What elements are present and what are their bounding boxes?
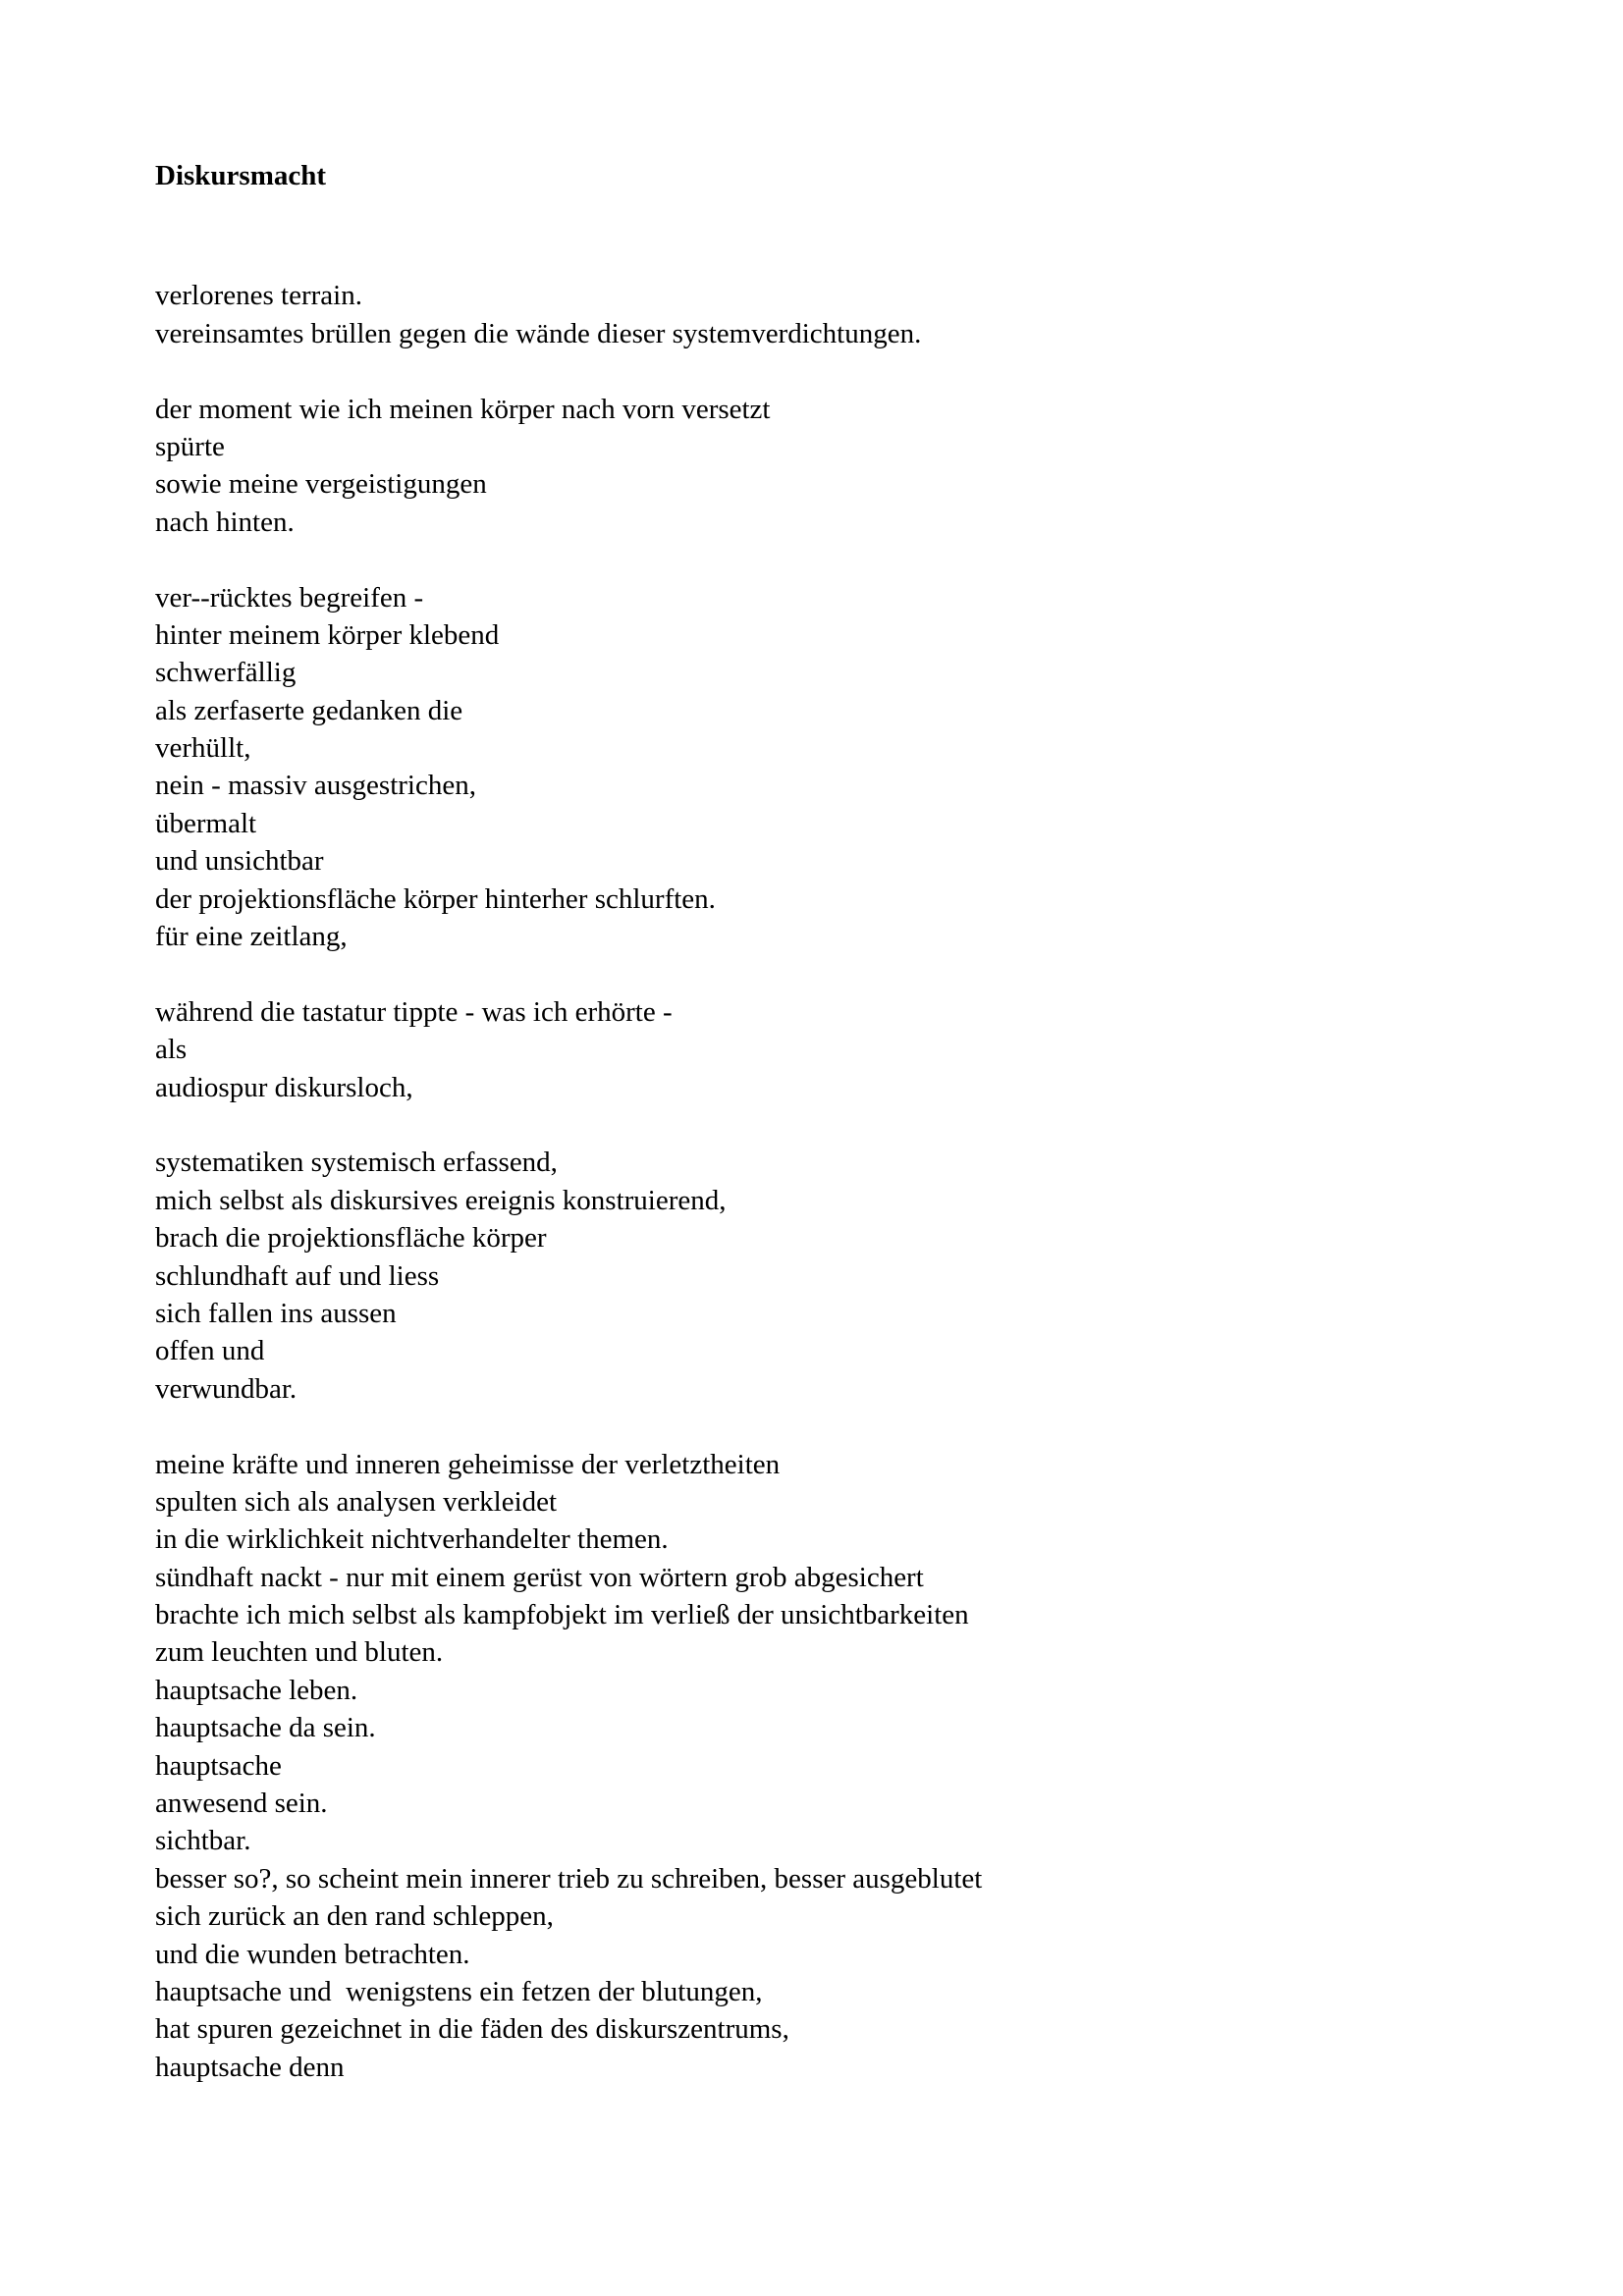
poem-line: sündhaft nackt - nur mit einem gerüst von wörtern grob abgesichert: [155, 1561, 924, 1593]
poem-line: übermalt: [155, 807, 257, 839]
poem-body: [155, 157, 1432, 2086]
poem-line: audiospur diskursloch,: [155, 1071, 413, 1103]
poem-line: mich selbst als diskursives ereignis konstruierend,: [155, 1184, 727, 1216]
stanza-spacer: [155, 352, 1432, 390]
poem-line: als: [155, 1034, 188, 1066]
poem-line: und die wunden betrachten.: [155, 1938, 470, 1970]
poem-line: offen und: [155, 1335, 265, 1367]
poem-line: für eine zeitlang,: [155, 921, 348, 953]
poem-line: ver--rücktes begreifen -: [155, 581, 424, 614]
stanza-spacer: [155, 1106, 1432, 1144]
stanza: [155, 993, 1432, 1106]
poem-line: hauptsache da sein.: [155, 1712, 376, 1744]
stanza: [155, 1446, 1432, 2087]
poem-line: verhüllt,: [155, 732, 251, 765]
poem-line: meine kräfte und inneren geheimisse der verletztheiten: [155, 1448, 781, 1480]
poem-line: hauptsache denn: [155, 2051, 345, 2083]
stanza: [155, 1144, 1432, 1408]
poem-line: hinter meinem körper klebend: [155, 618, 500, 651]
poem-line: zum leuchten und bluten.: [155, 1636, 444, 1669]
poem-line: nein - massiv ausgestrichen,: [155, 770, 476, 802]
poem-line: sichtbar.: [155, 1825, 251, 1857]
poem-line: als zerfaserte gedanken die: [155, 694, 463, 726]
poem-line: schlundhaft auf und liess: [155, 1259, 440, 1292]
poem-line: und unsichtbar: [155, 845, 324, 878]
poem-line: der moment wie ich meinen körper nach vorn versetzt: [155, 393, 771, 425]
stanza: [155, 579, 1432, 956]
poem-line: in die wirklichkeit nichtverhandelter themen.: [155, 1523, 669, 1556]
poem-line: hat spuren gezeichnet in die fäden des diskurszentrums,: [155, 2013, 789, 2046]
poem-line: besser so?, so scheint mein innerer trieb zu schreiben, besser ausgeblutet: [155, 1862, 983, 1895]
stanza-spacer: [155, 541, 1432, 578]
poem-line: hauptsache und wenigstens ein fetzen der blutungen,: [155, 1975, 763, 2007]
poem-line: sowie meine vergeistigungen: [155, 468, 487, 501]
stanza: [155, 391, 1432, 542]
poem-line: sich fallen ins aussen: [155, 1297, 397, 1329]
poem-line: brach die projektionsfläche körper: [155, 1222, 547, 1255]
poem-line: schwerfällig: [155, 657, 297, 689]
poem-line: während die tastatur tippte - was ich erhörte -: [155, 995, 673, 1028]
poem-line: brachte ich mich selbst als kampfobjekt im verließ der unsichtbarkeiten: [155, 1599, 969, 1631]
poem-line: vereinsamtes brüllen gegen die wände dieser systemverdichtungen.: [155, 317, 922, 349]
title-spacer: [155, 194, 1432, 277]
poem-line: spulten sich als analysen verkleidet: [155, 1485, 558, 1518]
poem-line: der projektionsfläche körper hinterher schlurften.: [155, 882, 716, 915]
poem-line: systematiken systemisch erfassend,: [155, 1147, 558, 1179]
stanza-spacer: [155, 1408, 1432, 1445]
poem-line: verwundbar.: [155, 1372, 298, 1405]
poem-line: hauptsache leben.: [155, 1674, 358, 1706]
poem-line: nach hinten.: [155, 506, 295, 538]
document-title: Diskursmacht: [155, 160, 327, 191]
stanza: [155, 277, 1432, 352]
poem-line: hauptsache: [155, 1749, 282, 1782]
poem-line: anwesend sein.: [155, 1788, 328, 1820]
poem-line: sich zurück an den rand schleppen,: [155, 1900, 554, 1933]
stanza-spacer: [155, 955, 1432, 992]
poem-line: verlorenes terrain.: [155, 280, 362, 312]
poem-line: spürte: [155, 430, 225, 462]
